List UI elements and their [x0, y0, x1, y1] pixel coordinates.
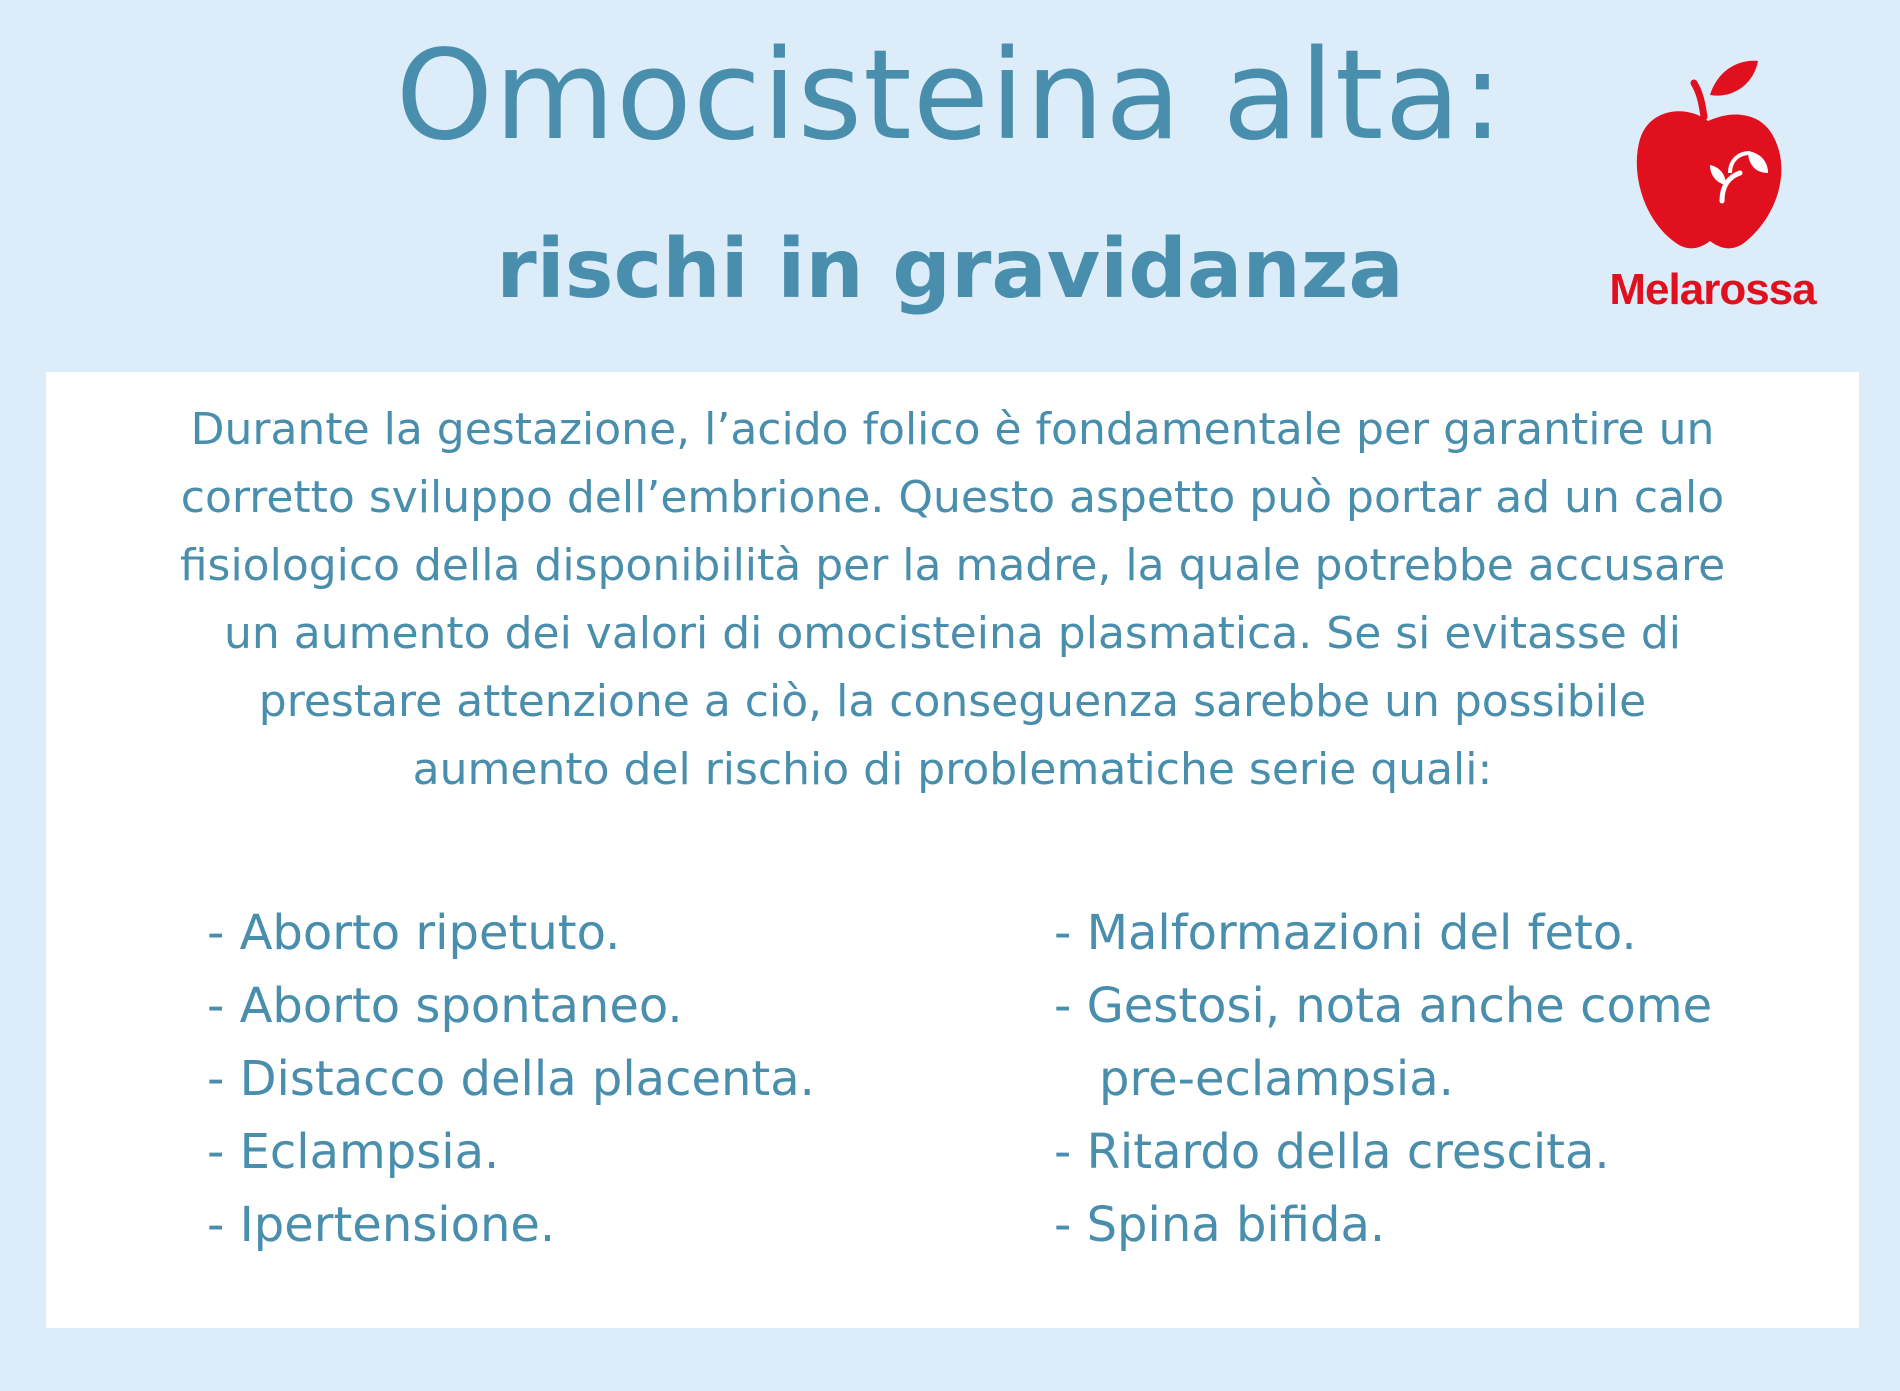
list-item: - Gestosi, nota anche come — [1054, 978, 1713, 1034]
content-card — [46, 372, 1859, 1328]
risk-list-right — [1054, 897, 1814, 1262]
list-item: - Malformazioni del feto. — [1054, 905, 1637, 961]
logo-wordmark: Melarossa — [1609, 265, 1816, 314]
risk-list-left — [207, 897, 1007, 1262]
list-item: - Aborto spontaneo. — [207, 978, 683, 1034]
melarossa-logo — [1590, 55, 1835, 325]
list-item: - Eclampsia. — [207, 1124, 500, 1180]
list-item: - Aborto ripetuto. — [207, 905, 621, 961]
page-title: Omocisteina alta: — [395, 24, 1505, 168]
apple-icon — [1630, 55, 1790, 255]
page-subtitle: rischi in gravidanza — [496, 222, 1404, 317]
list-item: - Distacco della placenta. — [207, 1051, 815, 1107]
list-item: - Ipertensione. — [207, 1197, 556, 1253]
list-item: - Ritardo della crescita. — [1054, 1124, 1610, 1180]
list-item-continuation: pre-eclampsia. — [1099, 1051, 1454, 1107]
intro-paragraph: Durante la gestazione, l’acido folico è fondamentale per garantire un corretto sviluppo dell’embrione. Questo aspetto può portar ad un calo fisiologico della disponibilità per la madre, la quale potrebbe accusare un aumento dei valori di omocisteina plasmatica. Se si evitasse di prestare attenzione a ciò, la conseguenza sarebbe un possibile aumento del rischio di problematiche serie quali: — [179, 404, 1726, 795]
list-item: - Spina bifida. — [1054, 1197, 1386, 1253]
header — [0, 0, 1900, 372]
